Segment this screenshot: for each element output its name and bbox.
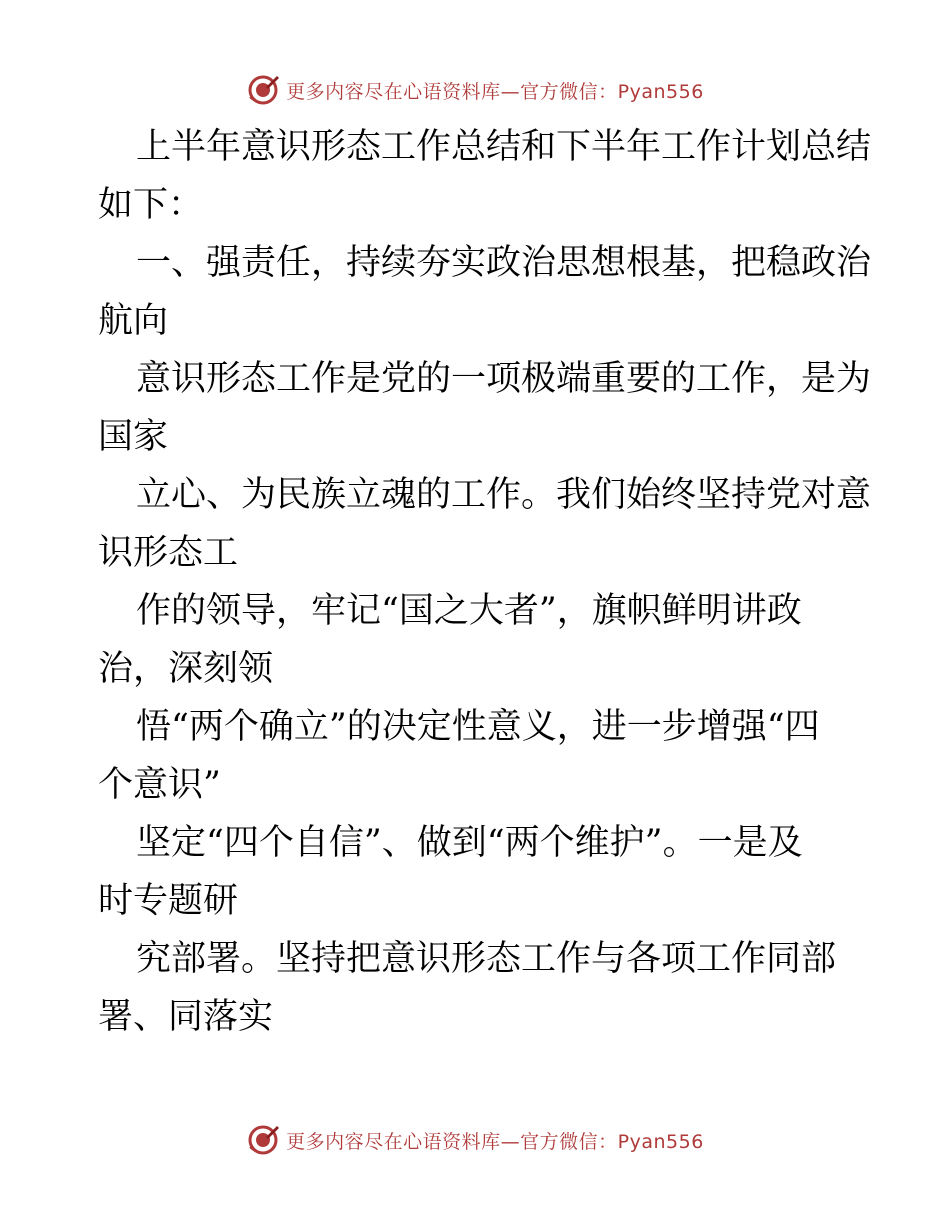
footer-banner-text: 更多内容尽在心语资料库—官方微信：Pyan556 — [286, 1130, 704, 1153]
paragraph-4-line-2: 识形态工 — [98, 533, 239, 573]
paragraph-2-line-1: 一、强责任，持续夯实政治思想根基，把稳政治 — [136, 243, 872, 283]
paragraph-1 — [98, 118, 872, 234]
header-banner — [0, 70, 950, 110]
quill-pen-logo-icon — [246, 73, 280, 107]
paragraph-2 — [98, 234, 872, 350]
header-banner-text: 更多内容尽在心语资料库—官方微信：Pyan556 — [286, 80, 704, 103]
paragraph-2-line-2: 航向 — [98, 301, 169, 341]
paragraph-5-line-2: 治，深刻领 — [98, 649, 274, 689]
paragraph-7-line-2: 时专题研 — [98, 881, 239, 921]
paragraph-5-line-1: 作的领导，牢记“国之大者”，旗帜鲜明讲政 — [136, 591, 802, 631]
paragraph-3-line-1: 意识形态工作是党的一项极端重要的工作，是为 — [136, 359, 872, 399]
paragraph-7 — [98, 814, 858, 930]
paragraph-3-line-2: 国家 — [98, 417, 169, 457]
paragraph-8-line-2: 署、同落实 — [98, 997, 274, 1037]
footer-banner — [0, 1120, 950, 1160]
paragraph-4-line-1: 立心、为民族立魂的工作。我们始终坚持党对意 — [136, 475, 872, 515]
paragraph-7-line-1: 坚定“四个自信”、做到“两个维护”。一是及 — [136, 823, 803, 863]
paragraph-1-line-1: 上半年意识形态工作总结和下半年工作计划总结 — [136, 127, 872, 167]
paragraph-5 — [98, 582, 858, 698]
paragraph-6-line-2: 个意识” — [98, 765, 221, 805]
paragraph-1-line-2: 如下： — [98, 185, 204, 225]
document-body — [98, 118, 872, 1046]
paragraph-8 — [98, 930, 858, 1046]
paragraph-6-line-1: 悟“两个确立”的决定性意义，进一步增强“四 — [136, 707, 820, 747]
paragraph-4 — [98, 466, 872, 582]
paragraph-8-line-1: 究部署。坚持把意识形态工作与各项工作同部 — [136, 939, 837, 979]
paragraph-6 — [98, 698, 858, 814]
paragraph-3 — [98, 350, 872, 466]
quill-pen-logo-icon — [246, 1123, 280, 1157]
